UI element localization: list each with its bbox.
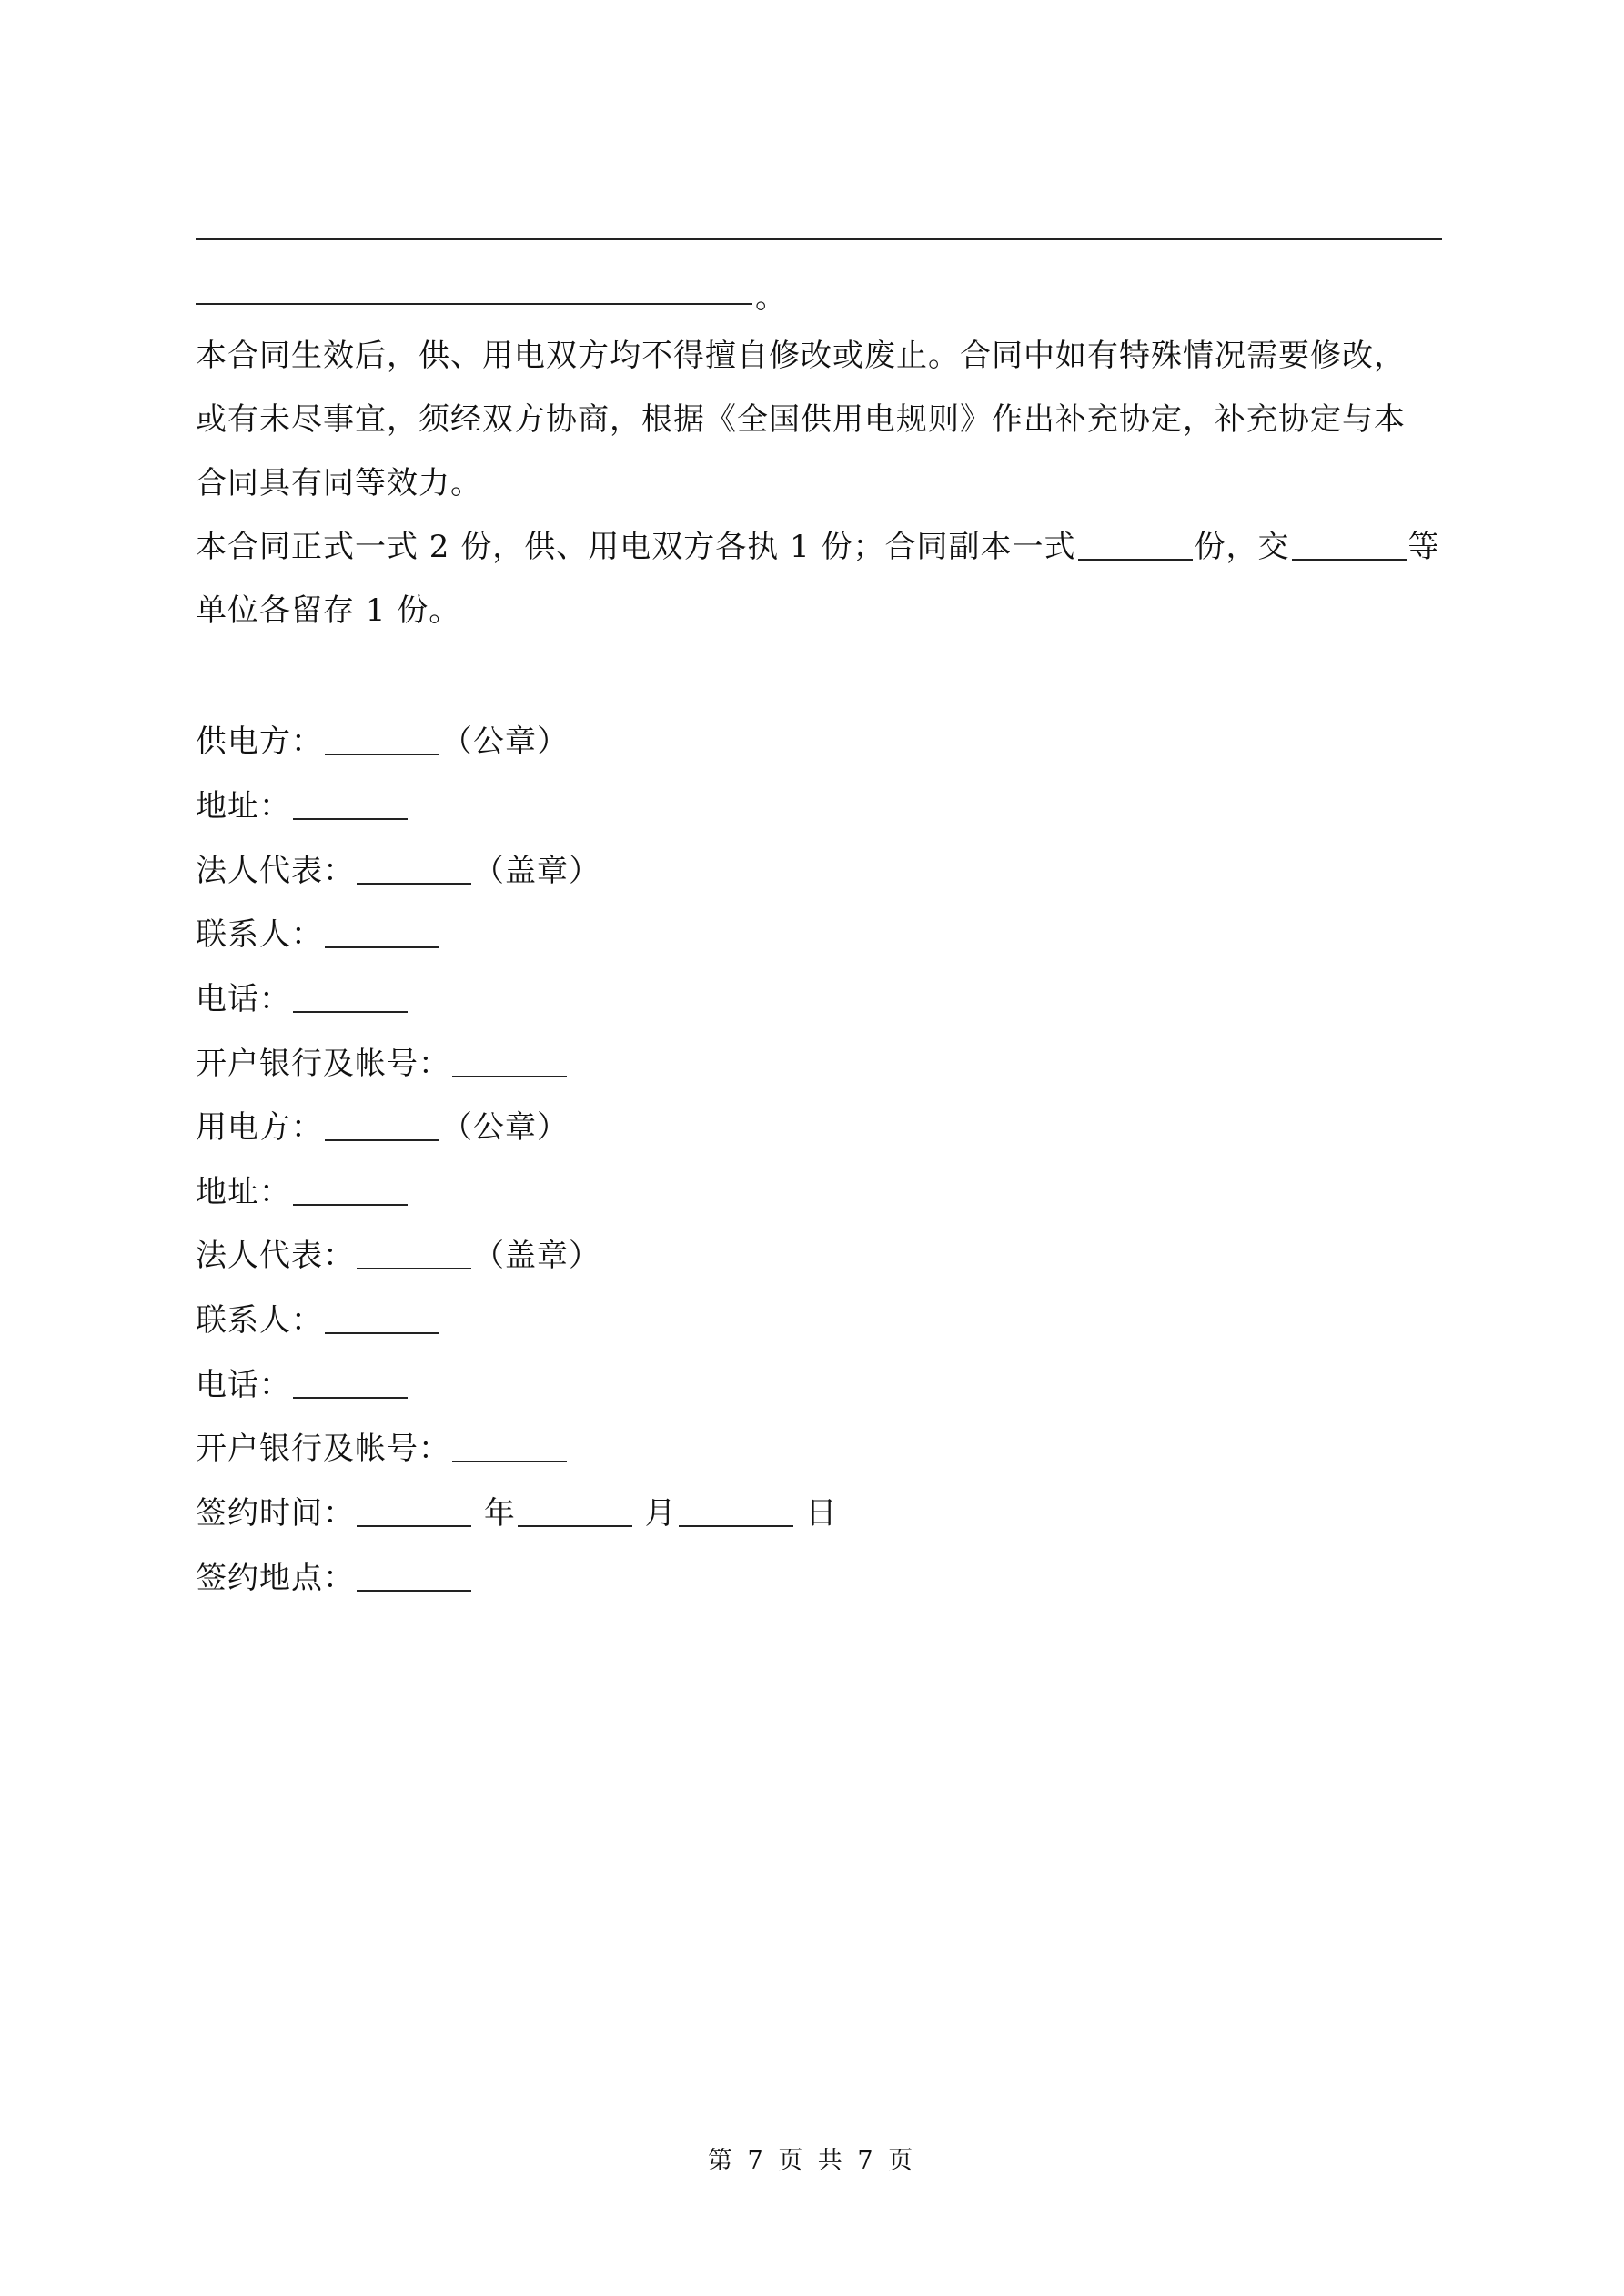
- supplier-seal: （公章）: [441, 723, 569, 760]
- consumer-line: [196, 1108, 569, 1148]
- supplier-contact-line: [196, 915, 441, 955]
- clause-copies-line-2: 单位各留存 1 份。: [196, 592, 461, 629]
- consumer-seal: （公章）: [441, 1109, 569, 1146]
- clause-copies: [196, 515, 1442, 642]
- consumer-contact-blank[interactable]: [325, 1305, 439, 1334]
- supplier-legal-rep-blank[interactable]: [357, 855, 471, 885]
- copies-count-blank[interactable]: [1078, 531, 1193, 561]
- consumer-phone-label: 电话：: [196, 1367, 291, 1403]
- clause-copies-text-3: 等: [1407, 529, 1440, 565]
- consumer-bank-line: [196, 1429, 569, 1469]
- sign-time-label: 签约时间：: [196, 1495, 355, 1532]
- consumer-blank[interactable]: [325, 1112, 439, 1141]
- supplier-phone-label: 电话：: [196, 981, 291, 1017]
- supplier-address-blank[interactable]: [293, 791, 408, 820]
- fill-line-period: 。: [755, 279, 786, 316]
- supplier-contact-label: 联系人：: [196, 916, 323, 953]
- supplier-legal-rep-line: [196, 851, 600, 891]
- supplier-label: 供电方：: [196, 723, 323, 760]
- sign-place-label: 签约地点：: [196, 1560, 355, 1596]
- supplier-phone-line: [196, 979, 409, 1019]
- year-label: 年: [483, 1495, 516, 1532]
- supplier-blank[interactable]: [325, 726, 439, 755]
- clause-copies-line-1: [196, 515, 1442, 579]
- page-number: 第 7 页 共 7 页: [707, 2147, 917, 2175]
- sign-time-line: [196, 1493, 837, 1533]
- month-label: 月: [644, 1495, 677, 1532]
- day-label: 日: [805, 1495, 838, 1532]
- consumer-contact-line: [196, 1300, 441, 1340]
- clause-modification-line-2: 或有未尽事宜，须经双方协商，根据《全国供用电规则》作出补充协定，补充协定与本: [196, 401, 1406, 438]
- consumer-label: 用电方：: [196, 1109, 323, 1146]
- sign-place-line: [196, 1558, 473, 1598]
- consumer-phone-blank[interactable]: [293, 1370, 408, 1399]
- clause-copies-text-2: 份，交: [1194, 529, 1290, 565]
- consumer-bank-blank[interactable]: [452, 1433, 567, 1462]
- clause-modification-line-1: 本合同生效后，供、用电双方均不得擅自修改或废止。合同中如有特殊情况需要修改，: [196, 338, 1406, 374]
- fill-line-partial: [196, 303, 752, 305]
- consumer-contact-label: 联系人：: [196, 1302, 323, 1339]
- clause-modification-line-3: 合同具有同等效力。: [196, 465, 482, 501]
- consumer-phone-line: [196, 1365, 409, 1405]
- consumer-legal-rep-seal: （盖章）: [473, 1238, 600, 1274]
- consumer-address-line: [196, 1172, 409, 1212]
- consumer-legal-rep-label: 法人代表：: [196, 1238, 355, 1274]
- clause-modification: [196, 324, 1442, 515]
- fill-line-full: [196, 238, 1442, 240]
- sign-place-blank[interactable]: [357, 1563, 471, 1592]
- sign-year-blank[interactable]: [357, 1498, 471, 1527]
- consumer-address-label: 地址：: [196, 1174, 291, 1210]
- sign-month-blank[interactable]: [518, 1498, 632, 1527]
- supplier-bank-label: 开户银行及帐号：: [196, 1046, 450, 1082]
- supplier-legal-rep-label: 法人代表：: [196, 853, 355, 889]
- supplier-bank-line: [196, 1044, 569, 1084]
- supplier-contact-blank[interactable]: [325, 919, 439, 948]
- copies-recipient-blank[interactable]: [1292, 531, 1407, 561]
- consumer-legal-rep-line: [196, 1236, 600, 1276]
- clause-copies-text-1: 本合同正式一式 2 份，供、用电双方各执 1 份；合同副本一式: [196, 529, 1076, 565]
- consumer-address-blank[interactable]: [293, 1177, 408, 1206]
- supplier-address-line: [196, 786, 409, 826]
- supplier-bank-blank[interactable]: [452, 1048, 567, 1077]
- consumer-legal-rep-blank[interactable]: [357, 1240, 471, 1269]
- sign-day-blank[interactable]: [679, 1498, 793, 1527]
- supplier-line: [196, 722, 569, 762]
- consumer-bank-label: 开户银行及帐号：: [196, 1431, 450, 1467]
- supplier-legal-rep-seal: （盖章）: [473, 853, 600, 889]
- supplier-phone-blank[interactable]: [293, 984, 408, 1013]
- supplier-address-label: 地址：: [196, 788, 291, 824]
